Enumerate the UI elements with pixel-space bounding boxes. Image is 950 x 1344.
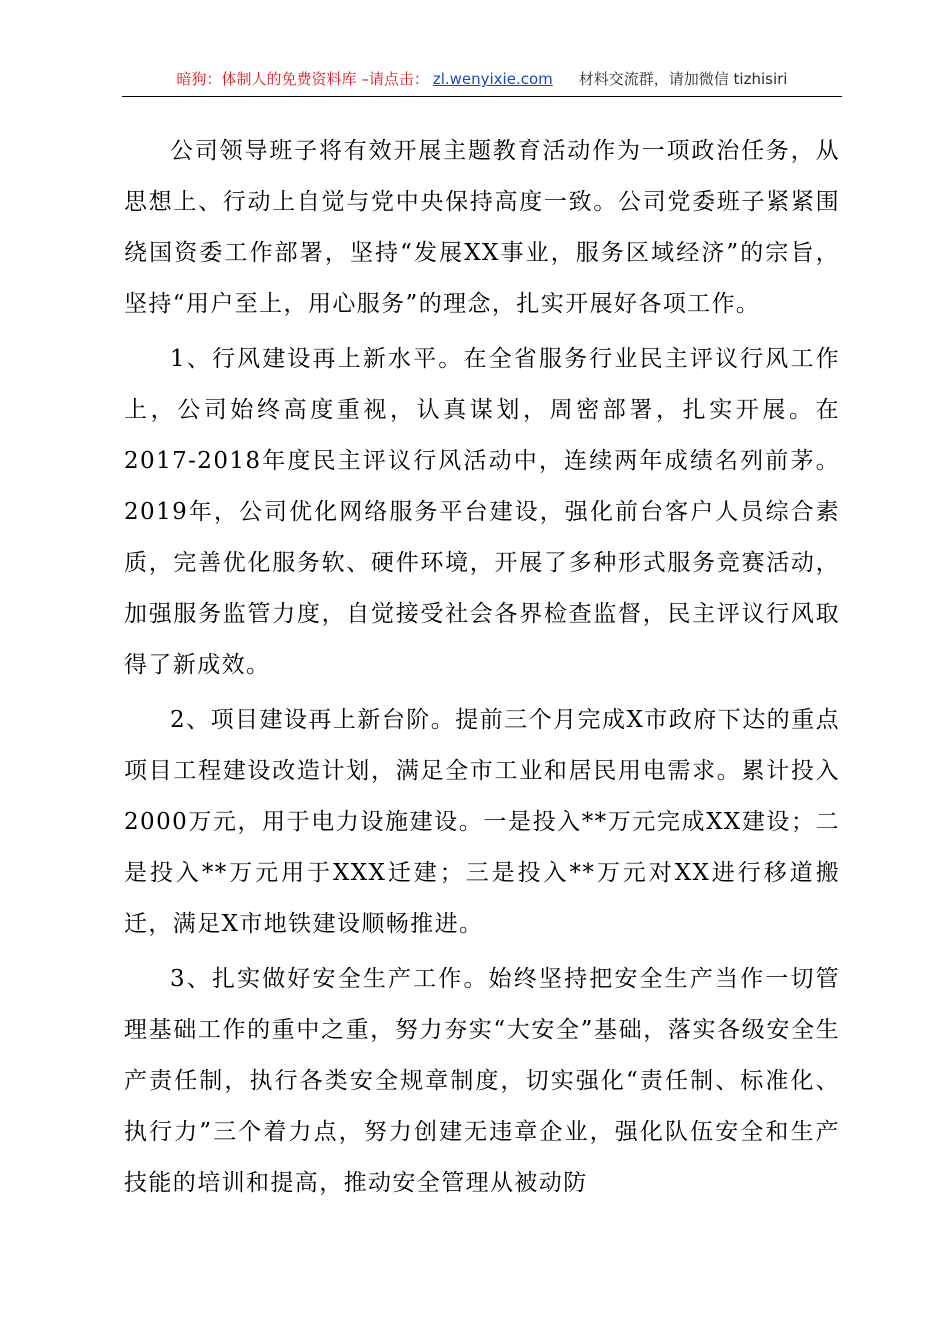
paragraph-item-3: 3、扎实做好安全生产工作。始终坚持把安全生产当作一切管理基础工作的重中之重，努力夯实“大安全”基础，落实各级安全生产责任制，执行各类安全规章制度，切实强化“责任制、标准化、执行力”三个着力点，努力创建无违章企业，强化队伍安全和生产技能的培训和提高，推动安全管理从被动防 — [124, 966, 840, 1196]
paragraph-item-1: 1、行风建设再上新水平。在全省服务行业民主评议行风工作上，公司始终高度重视，认真谋划，周密部署，扎实开展。在2017-2018年度民主评议行风活动中，连续两年成绩名列前茅。2019年，公司优化网络服务平台建设，强化前台客户人员综合素质，完善优化服务软、硬件环境，开展了多种形式服务竞赛活动，加强服务监管力度，自觉接受社会各界检查监督，民主评议行风取得了新成效。 — [124, 346, 840, 678]
document-body — [124, 126, 840, 1209]
header-ad-text: 暗狗：体制人的免费资料库 –请点击： — [176, 70, 429, 88]
header-link[interactable]: zl.wenyixie.com — [432, 70, 553, 88]
paragraph-item-2: 2、项目建设再上新台阶。提前三个月完成X市政府下达的重点项目工程建设改造计划，满足全市工业和居民用电需求。累计投入2000万元，用于电力设施建设。一是投入**万元完成XX建设；二是投入**万元用于XXX迁建；三是投入**万元对XX进行移道搬迁，满足X市地铁建设顺畅推进。 — [124, 707, 840, 937]
paragraph-intro: 公司领导班子将有效开展主题教育活动作为一项政治任务，从思想上、行动上自觉与党中央保持高度一致。公司党委班子紧紧围绕国资委工作部署，坚持“发展XX事业，服务区域经济”的宗旨，坚持“用户至上，用心服务”的理念，扎实开展好各项工作。 — [124, 138, 840, 317]
header-contact-text: 材料交流群，请加微信 tizhisiri — [578, 70, 788, 88]
page-header — [122, 62, 842, 97]
